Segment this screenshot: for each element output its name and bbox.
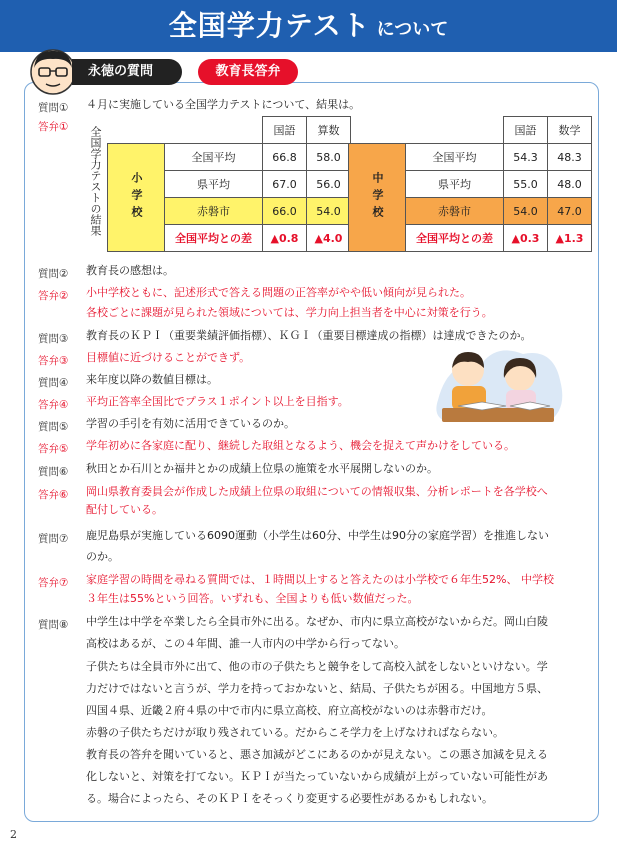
qa-label-q7: 質問⑦ [38,533,69,545]
mid-cell: ▲0.3 [504,225,548,252]
mid-header-japanese: 国語 [504,117,548,144]
elem-cell: ▲4.0 [307,225,351,252]
qa-label-q2: 質問② [38,268,69,280]
qa-text-q7-line2: のか。 [86,550,119,563]
studying-children-illustration [428,340,568,432]
elem-cell: 66.0 [263,198,307,225]
table-side-label: 全国学力テストの結果 [89,126,102,236]
qa-label-a6: 答弁⑥ [38,489,69,501]
middle-score-table [348,116,592,252]
elem-cell: 56.0 [307,171,351,198]
mid-cell: 55.0 [504,171,548,198]
qa-text-a6-line2: 配付している。 [86,503,163,516]
answer-tag: 教育長答弁 [198,59,298,85]
elementary-score-table [107,116,351,252]
qa-label-q5: 質問⑤ [38,421,69,433]
qa-text-q3: 教育長のＫＰＩ（重要業績評価指標）、ＫＧＩ（重要目標達成の指標）は達成できたのか。 [86,329,532,342]
qa-text-q1: ４月に実施している全国学力テストについて、結果は。 [86,98,361,111]
mid-row-label: 県平均 [406,171,504,198]
elem-cell: 67.0 [263,171,307,198]
qa-label-q8: 質問⑧ [38,619,69,631]
qa-text-q8-line5: 四国４県、近畿２府４県の中で市内に県立高校、府立高校がないのは赤磐市だけ。 [86,704,493,717]
qa-text-q4: 来年度以降の数値目標は。 [86,373,218,386]
question-tag: 永徳の質問 [72,59,182,85]
elem-cell: 58.0 [307,144,351,171]
page-title: 全国学力テスト [168,9,371,42]
page-subtitle: について [376,19,449,40]
elem-cell: 54.0 [307,198,351,225]
qa-text-q8-line8: 化しないと、対策を打てない。ＫＰＩが当たっていないから成績が上がっていない可能性があ [86,770,548,783]
mid-row-label: 赤磐市 [406,198,504,225]
qa-label-a7: 答弁⑦ [38,577,69,589]
qa-text-q8-line1: 中学生は中学を卒業したら全員市外に出る。なぜか、市内に県立高校がないからだ。岡山白陵 [86,615,548,628]
elem-row-label: 赤磐市 [165,198,263,225]
qa-text-a3: 目標値に近づけることができず。 [86,351,251,364]
qa-label-a5: 答弁⑤ [38,443,69,455]
elem-cell: 66.8 [263,144,307,171]
mid-cell: 54.0 [504,198,548,225]
qa-label-q6: 質問⑥ [38,466,69,478]
qa-text-q8-line9: る。場合によったら、そのＫＰＩをそっくり変更する必要性があるかもしれない。 [86,792,493,805]
qa-text-a4: 平均正答率全国比でプラス１ポイント以上を目指す。 [86,395,349,408]
mid-cell: 48.3 [548,144,592,171]
qa-text-q8-line2: 高校はあるが、この４年間、誰一人市内の中学から行ってない。 [86,637,405,650]
mid-school-label: 中学校 [349,144,406,252]
qa-text-a7-line2: ３年生は55%という回答。いずれも、全国よりも低い数値だった。 [86,592,419,605]
qa-label-a2: 答弁② [38,290,69,302]
mid-cell: 47.0 [548,198,592,225]
qa-text-a2-line1: 小中学校ともに、記述形式で答える問題の正答率がやや低い傾向が見られた。 [86,286,471,299]
elem-cell: ▲0.8 [263,225,307,252]
mid-cell: 54.3 [504,144,548,171]
mid-header-math: 数学 [548,117,592,144]
qa-text-q6: 秋田とか石川とか福井とかの成績上位県の施策を水平展開しないのか。 [86,462,438,475]
qa-text-a2-line2: 各校ごとに課題が見られた領域については、学力向上担当者を中心に対策を行う。 [86,306,493,319]
qa-label-a4: 答弁④ [38,399,69,411]
mid-cell: 48.0 [548,171,592,198]
qa-text-q7-line1: 鹿児島県が実施している6090運動（小学生は60分、中学生は90分の家庭学習）を推進しない [86,529,549,542]
qa-label-q3: 質問③ [38,333,69,345]
qa-text-q8-line6: 赤磐の子供たちだけが取り残されている。だからこそ学力を上げなければならない。 [86,726,504,739]
elem-header-japanese: 国語 [263,117,307,144]
elem-row-label: 全国平均との差 [165,225,263,252]
qa-label-q4: 質問④ [38,377,69,389]
questioner-avatar-icon [30,48,76,96]
qa-label-a1: 答弁① [38,121,69,133]
mid-row-label: 全国平均との差 [406,225,504,252]
qa-text-a5: 学年初めに各家庭に配り、継続した取組となるよう、機会を捉えて声かけをしている。 [86,439,515,452]
elem-row-label: 全国平均 [165,144,263,171]
qa-label-a3: 答弁③ [38,355,69,367]
page-number: 2 [10,828,17,841]
mid-row-label: 全国平均 [406,144,504,171]
mid-cell: ▲1.3 [548,225,592,252]
elem-header-math: 算数 [307,117,351,144]
qa-text-q8-line3: 子供たちは全員市外に出て、他の市の子供たちと競争をして高校入試をしないといけない。学 [86,660,548,673]
qa-text-q5: 学習の手引を有効に活用できているのか。 [86,417,295,430]
qa-text-a7-line1: 家庭学習の時間を尋ねる質問では、１時間以上すると答えたのは小学校で６年生52%、 中学校 [86,573,554,586]
elem-school-label: 小学校 [108,144,165,252]
qa-text-q2: 教育長の感想は。 [86,264,174,277]
qa-label-q1: 質問① [38,102,69,114]
elem-row-label: 県平均 [165,171,263,198]
qa-text-q8-line4: 力だけではないと言うが、学力を持っておかないと、結局、子供たちが困る。中国地方５県、 [86,682,548,695]
title-bar [0,0,617,52]
qa-text-q8-line7: 教育長の答弁を聞いていると、悪さ加減がどこにあるのかが見えない。この悪さ加減を見える [86,748,548,761]
qa-text-a6-line1: 岡山県教育委員会が作成した成績上位県の取組についての情報収集、分析レポートを各学校へ [86,485,548,498]
